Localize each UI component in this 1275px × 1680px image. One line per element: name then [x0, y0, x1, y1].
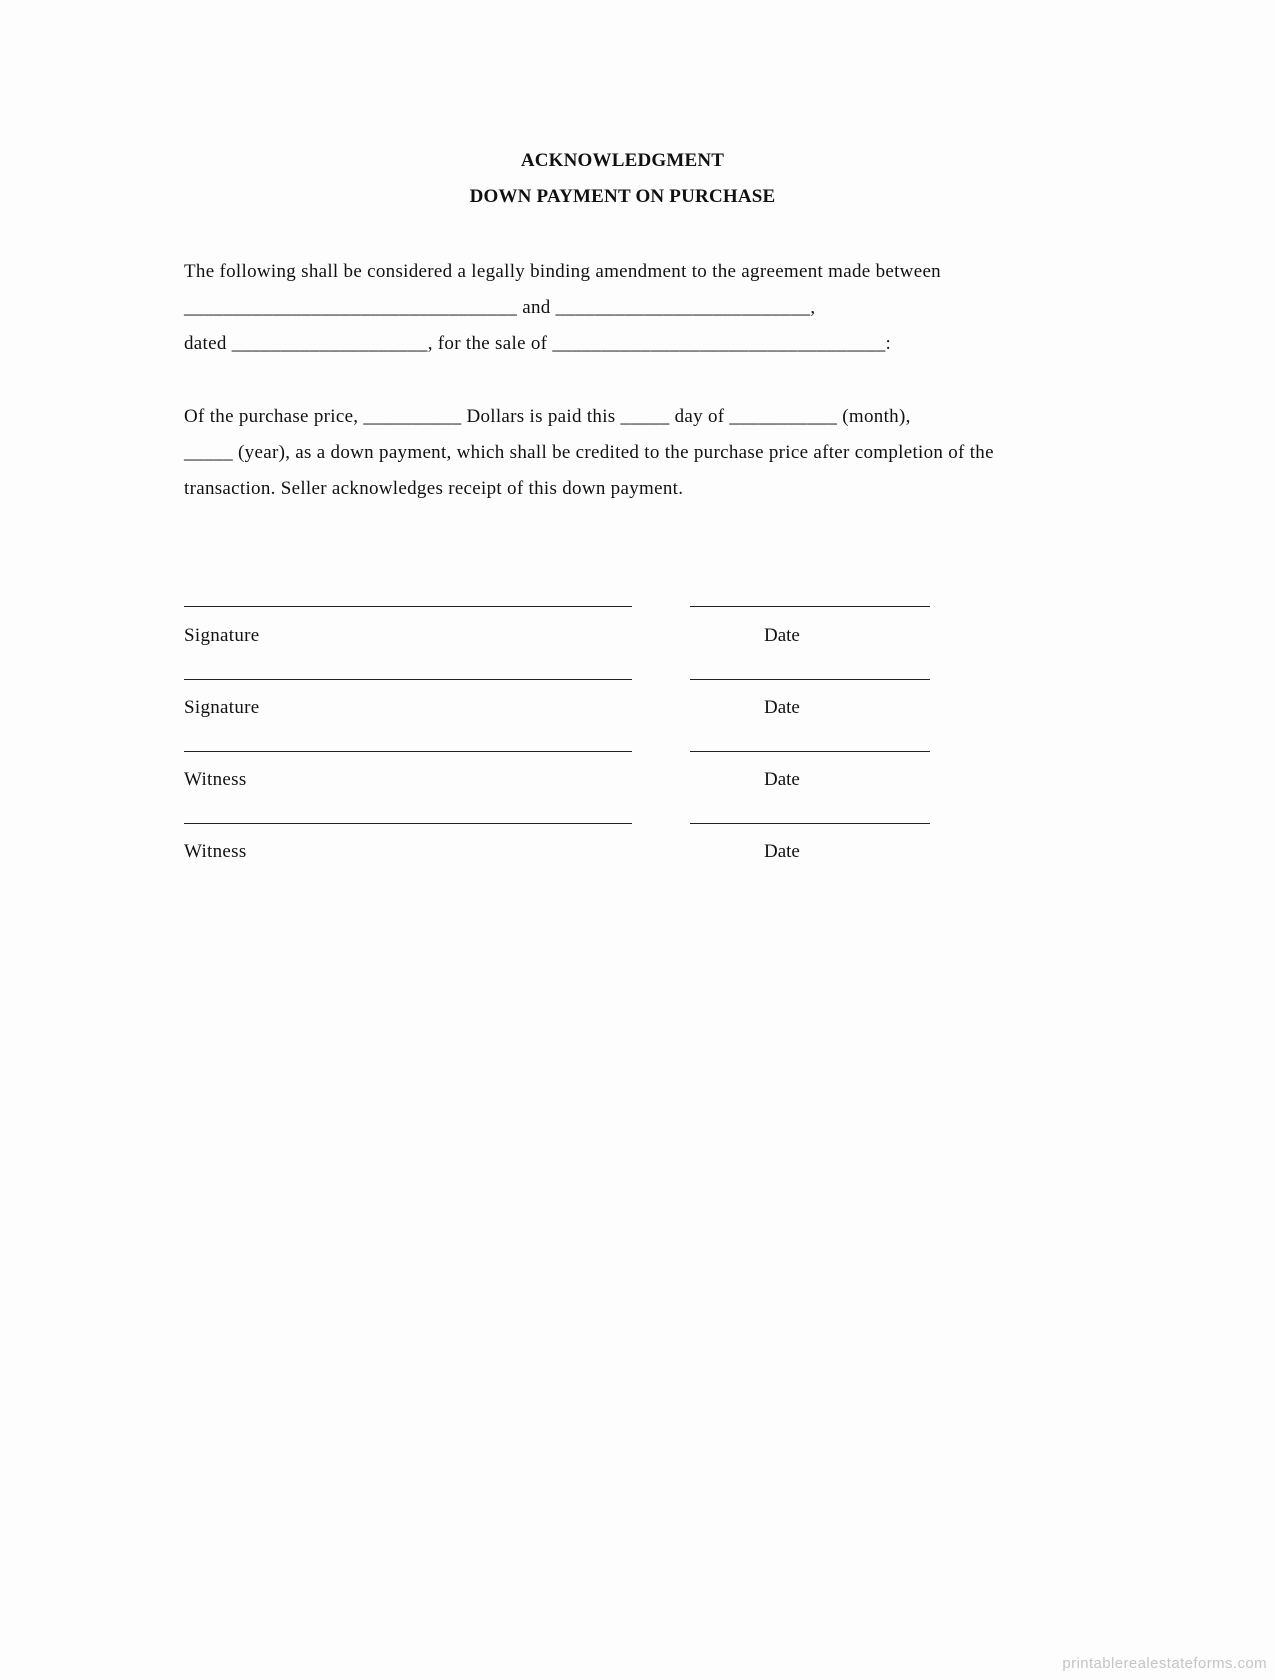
signature-line-1: [184, 606, 632, 607]
date-label-2: Date: [764, 697, 800, 718]
body-line-purchase-price: Of the purchase price, __________ Dollars is paid this _____ day of ___________ (month),: [184, 406, 911, 427]
signature-label-2: Signature: [184, 697, 260, 718]
body-line-amendment: The following shall be considered a legally binding amendment to the agreement made between: [184, 261, 941, 282]
witness-line-1: [184, 751, 632, 752]
date-label-3: Date: [764, 769, 800, 790]
body-line-acknowledgment: transaction. Seller acknowledges receipt of this down payment.: [184, 478, 684, 499]
witness-line-2: [184, 823, 632, 824]
date-line-2: [690, 679, 930, 680]
site-watermark: printablerealestateforms.com: [1062, 1655, 1267, 1672]
date-line-3: [690, 751, 930, 752]
date-line-4: [690, 823, 930, 824]
body-line-parties: __________________________________ and __________________________,: [184, 297, 816, 318]
body-line-dated-sale: dated ____________________, for the sale of __________________________________:: [184, 333, 892, 354]
witness-label-1: Witness: [184, 769, 247, 790]
signature-label-1: Signature: [184, 625, 260, 646]
date-label-4: Date: [764, 841, 800, 862]
date-label-1: Date: [764, 625, 800, 646]
document-title: ACKNOWLEDGMENT: [520, 150, 725, 171]
body-line-down-payment: _____ (year), as a down payment, which shall be credited to the purchase price after completion of the: [184, 442, 994, 463]
date-line-1: [690, 606, 930, 607]
signature-line-2: [184, 679, 632, 680]
document-subtitle: DOWN PAYMENT ON PURCHASE: [469, 186, 776, 207]
witness-label-2: Witness: [184, 841, 247, 862]
